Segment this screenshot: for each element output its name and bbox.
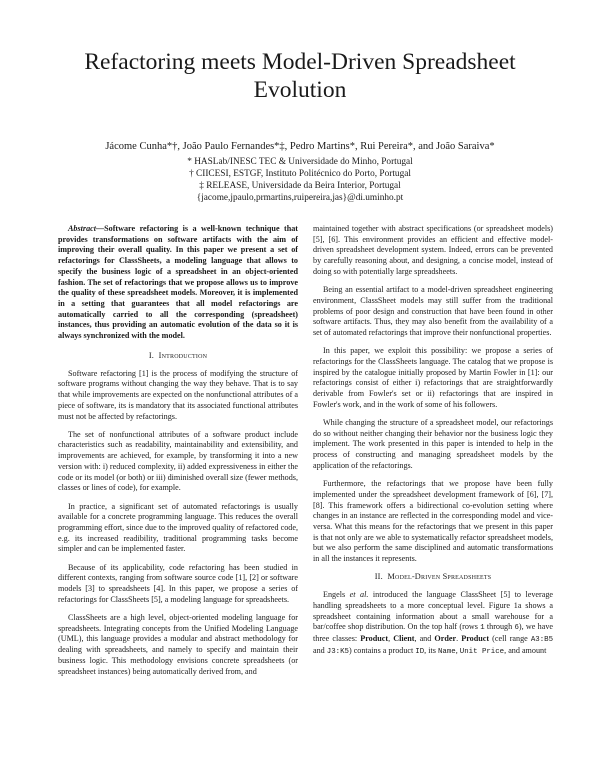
section-title: Introduction	[158, 350, 208, 360]
author-emails: {jacome,jpaulo,prmartins,ruipereira,jas}@di.uminho.pt	[196, 193, 404, 203]
paragraph-classsheet: Engels et al. introduced the language ClassSheet [5] to leverage handling spreadsheets to a more conceptual level. Figure 1a shows a spreadsheet containing information about a small warehouse for a bar/coffee shop distribution. On the top half (rows 1 through 6), we have three classes: Product, Client, and Order. Product (cell range A3:B5 and J3:K5) contains a product ID, its Name, Unit Price, and amount	[313, 590, 554, 656]
abstract-label: Abstract	[68, 224, 96, 233]
section-heading-introduction	[58, 351, 298, 362]
paragraph: ClassSheets are a high level, object-oriented modeling language for spreadsheets. Integrating concepts from the Unified Modeling Language (UML), this language provides a modular and abstract methodology for dealing with spreadsheets, and namely to specify and maintain their business logic. This methodology envisions concrete spreadsheets (or spreadsheet instances) being automatically derived from, and	[58, 613, 298, 676]
author-list: Jácome Cunha*†, João Paulo Fernandes*‡, Pedro Martins*, Rui Pereira*, and João Saraiva*	[105, 141, 495, 152]
right-column	[313, 224, 553, 665]
paragraph: Being an essential artifact to a model-driven spreadsheet engineering environment, ClassSheet models may still suffer from the traditional problems of poor design and construction that have been found in other software artifacts. Thus, they may also benefit from the availability of a set of automated refactorings that improve their nonfunctional properties.	[313, 285, 553, 337]
section-heading-model-driven	[313, 572, 553, 583]
affiliation-haslab: * HASLab/INESC TEC & Universidade do Minho, Portugal	[187, 157, 413, 167]
paragraph: maintained together with abstract specifications (or spreadsheet models) [5], [6]. This environment provides an efficient and effective model-driven spreadsheet development system. Indeed, errors can be prevented by carefully reasoning about, and designing, a concise model, instead of doing so with potentially large spreadsheets.	[313, 224, 553, 276]
paragraph: Software refactoring [1] is the process of modifying the structure of software programs without changing the way they behave. That is to say that while improvements are expected on the nonfunctional attributes of a piece of software, its is mandatory that its associated functional attributes must not be affected by refactorings.	[58, 368, 298, 421]
paragraph: Because of its applicability, code refactoring has been studied in different contexts, ranging from software source code [1], [2] or software models [3] to spreadsheets [4]. In this paper, we propose a series of refactorings for ClassSheets [5], a modeling language for spreadsheets.	[58, 562, 298, 604]
abstract	[58, 224, 298, 342]
affiliation-release: ‡ RELEASE, Universidade da Beira Interior, Portugal	[199, 181, 401, 191]
section-title: Model-Driven Spreadsheets	[387, 572, 492, 582]
paragraph: In this paper, we exploit this possibility: we propose a series of refactorings for the ClassSheets language. The catalog that we propose is inspired by the catalogue initially proposed by Martin Fowler in [1]: our refactorings consist of either i) refactorings that are straightforwardly derivable from Fowler's set or ii) refactorings that are inspired in Fowler's work, and in the work of some of his followers.	[313, 346, 553, 409]
left-column	[58, 224, 298, 685]
affiliation-ciicesi: † CIICESI, ESTGF, Instituto Politécnico do Porto, Portugal	[189, 169, 411, 179]
section-number: II.	[374, 572, 383, 582]
abstract-text: —Software refactoring is a well-known technique that provides transformations on software artifacts with the aim of improving their overall quality. In this paper we present a set of refactorings for ClassSheets, a modeling language that allows to specify the business logic of a spreadsheet in an object-oriented fashion. The set of refactorings that we propose allows us to improve the quality of these spreadsheet models. Moreover, it is implemented in a setting that guarantees that all model refactorings are automatically carried to all the corresponding (spreadsheet) instances, thus providing an automatic evolution of the data so it is always synchronized with the model.	[58, 224, 298, 341]
paragraph: Furthermore, the refactorings that we propose have been fully implemented under the spreadsheet development framework of [6], [7], [8]. This framework offers a bidirectional co-evolution setting where changes in an instance are reflected in the corresponding model and vice-versa. What this means for the refactorings that we present in this paper is that not only are we able to systematically refactor spreadsheet models, but we also perform the same disciplined and automatic transformations in all the instances it represents.	[313, 479, 553, 564]
paragraph: The set of nonfunctional attributes of a software product include characteristics such as readability, maintainability and extensibility, and improvements are achieved, for example, by transforming it into a new version with: i) reduced complexity, ii) added expressiveness in either the code or its model (or both) or iii) diminished overall size (fewer methods, classes or lines of code), for example.	[58, 429, 298, 493]
section-number: I.	[148, 350, 155, 360]
paper-title: Refactoring meets Model-Driven Spreadsheet Evolution	[84, 49, 516, 103]
paragraph: While changing the structure of a spreadsheet model, our refactorings do so without neither changing their behavior nor the business logic they implement. The work presented in this paper is intended to help in the process of constructing and managing spreadsheet models by the application of the refactorings.	[313, 418, 553, 470]
paragraph: In practice, a significant set of automated refactorings is usually available for a concrete programming language. This reduces the overall programming effort, since due to the improved quality of refactored code, e.g. its increased readibility, traditional programming tasks become simpler and can be implemented faster.	[58, 501, 298, 554]
